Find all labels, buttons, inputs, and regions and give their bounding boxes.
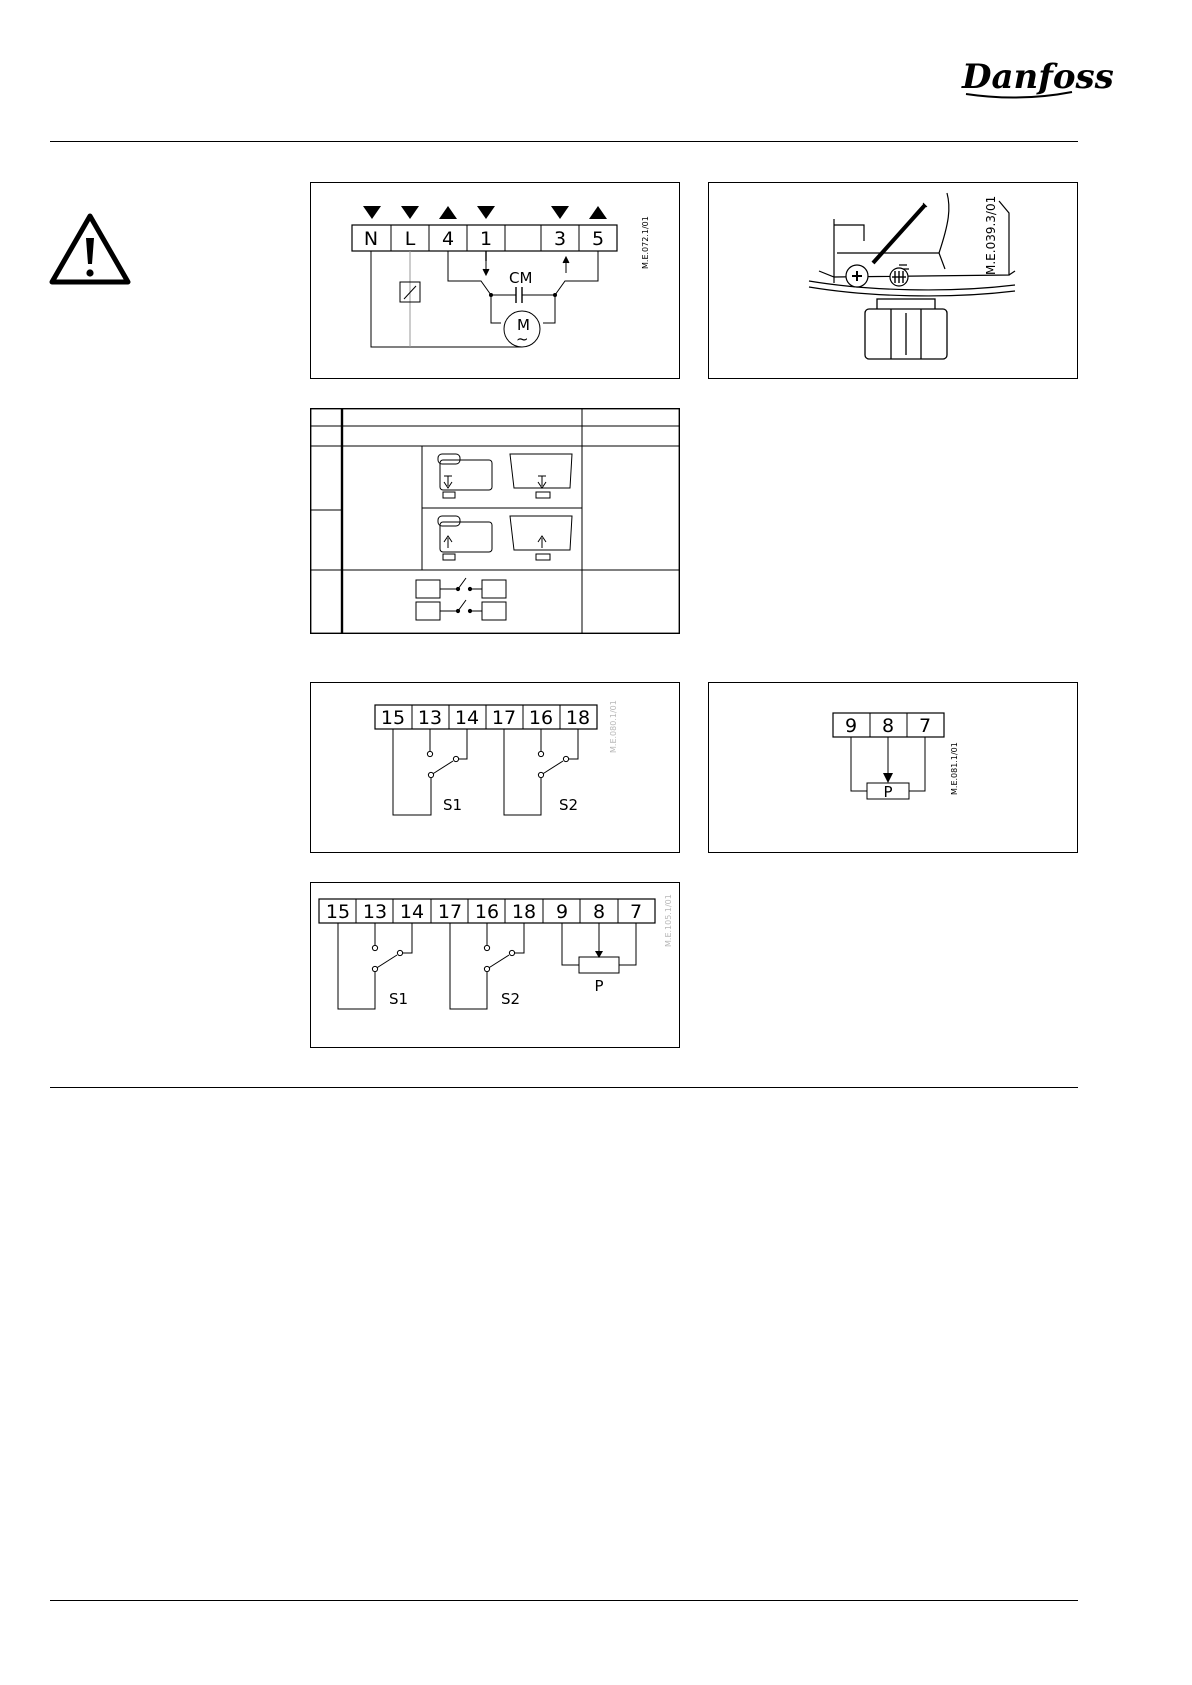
warning-triangle-icon: [48, 212, 132, 286]
capacitor-label: CM: [509, 269, 533, 287]
terminal-label: 15: [325, 901, 351, 923]
switch-icons: [416, 578, 506, 620]
terminal-label: 15: [380, 707, 406, 729]
terminal-strip: [319, 899, 655, 923]
screwdriver-icon: [873, 203, 927, 263]
header-rule: [50, 141, 1078, 142]
terminal-label: 14: [399, 901, 425, 923]
terminal-label: 1: [479, 228, 493, 250]
motor-ac-symbol: ~: [516, 330, 529, 348]
wiring: [371, 251, 598, 347]
terminal-label: 13: [417, 707, 443, 729]
terminal-strip: [352, 225, 617, 251]
switch-label: S1: [389, 990, 409, 1008]
direction-arrows: [363, 206, 607, 219]
arrow-down-icon: [401, 206, 419, 219]
terminal-label: 9: [555, 901, 569, 923]
grounding-diagram: [708, 182, 1078, 379]
arrow-up-icon: [589, 206, 607, 219]
combined-diagram: [310, 882, 680, 1048]
drawing-code: M.E.072.1/01: [641, 216, 650, 269]
table-grid: [310, 408, 680, 634]
terminal-label: 18: [565, 707, 591, 729]
terminal-label: 14: [454, 707, 480, 729]
terminal-label: 7: [918, 715, 932, 737]
potentiometer-label: P: [594, 977, 604, 995]
brand-logo: [960, 52, 1114, 106]
drawing-code: M.E.105.1/01: [664, 894, 673, 947]
arrow-down-icon: [477, 206, 495, 219]
switch-label: S2: [501, 990, 521, 1008]
terminal-label: 5: [591, 228, 605, 250]
terminal-label: 17: [491, 707, 517, 729]
terminal-label: 17: [437, 901, 463, 923]
terminal-strip: [833, 713, 944, 737]
terminal-label: 4: [441, 228, 455, 250]
section-rule: [50, 1087, 1078, 1088]
terminal-label: 16: [528, 707, 554, 729]
terminal-label: 9: [844, 715, 858, 737]
brand-logo-text: Danfoss: [962, 57, 1114, 97]
terminal-label: 8: [592, 901, 606, 923]
terminal-label: 3: [553, 228, 567, 250]
drawing-code: M.E.039.3/01: [984, 195, 998, 275]
motor-label: M: [517, 316, 530, 334]
terminal-label: L: [404, 228, 416, 250]
wiper-arrow-icon: [883, 773, 893, 783]
terminal-label: N: [363, 228, 379, 250]
terminal-strip: [375, 705, 597, 729]
arrow-down-icon: [551, 206, 569, 219]
drawing-code: M.E.080.1/01: [609, 700, 618, 753]
footer-rule: [50, 1600, 1078, 1601]
actuator-closing-icons: [438, 454, 572, 498]
terminal-label: 7: [629, 901, 643, 923]
terminal-label: 13: [362, 901, 388, 923]
arrow-up-icon: [439, 206, 457, 219]
potentiometer-symbol: [562, 923, 636, 973]
earth-screw-icon: [846, 265, 868, 287]
aux-switch-diagram: [310, 682, 680, 853]
power-wiring-diagram: [310, 182, 680, 379]
switch-label: S1: [443, 796, 463, 814]
ground-symbol-icon: [890, 268, 908, 286]
potentiometer-diagram: [708, 682, 1078, 853]
arrow-down-icon: [363, 206, 381, 219]
terminal-label: 16: [474, 901, 500, 923]
actuator-opening-icons: [438, 516, 572, 560]
terminal-label: 8: [881, 715, 895, 737]
switch-label: S2: [559, 796, 579, 814]
terminal-label: 18: [511, 901, 537, 923]
potentiometer-label: P: [883, 783, 893, 801]
valve-body: [865, 299, 947, 359]
position-table: [310, 408, 680, 634]
drawing-code: M.E.081.1/01: [950, 742, 959, 795]
